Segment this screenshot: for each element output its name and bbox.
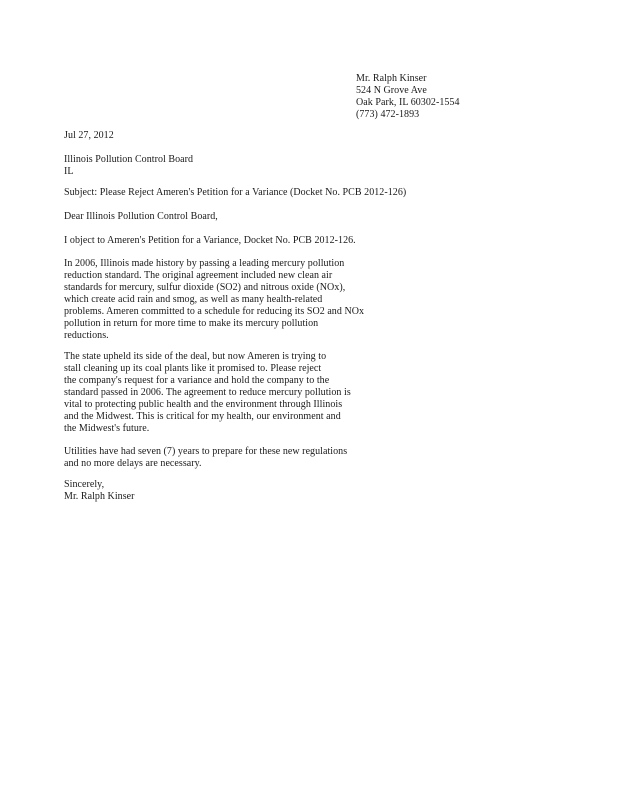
paragraph3-line: Utilities have had seven (7) years to prepare for these new regulations	[64, 446, 348, 457]
paragraph2-line: The state upheld its side of the deal, but now Ameren is trying to	[64, 351, 327, 362]
paragraph1-line: pollution in return for more time to make its mercury pollution	[64, 318, 319, 329]
letter-date: Jul 27, 2012	[64, 130, 114, 141]
objection-sentence: I object to Ameren's Petition for a Variance, Docket No. PCB 2012-126.	[64, 235, 356, 246]
paragraph1-line: standards for mercury, sulfur dioxide (SO2) and nitrous oxide (NOx),	[64, 282, 346, 293]
paragraph2-line: standard passed in 2006. The agreement to reduce mercury pollution is	[64, 387, 351, 398]
paragraph1-line: reduction standard. The original agreement included new clean air	[64, 270, 333, 281]
sender-city-state-zip: Oak Park, IL 60302-1554	[356, 97, 460, 108]
paragraph1-line: which create acid rain and smog, as well as many health-related	[64, 294, 323, 305]
sender-street: 524 N Grove Ave	[356, 85, 427, 96]
paragraph1-line: In 2006, Illinois made history by passing a leading mercury pollution	[64, 258, 345, 269]
recipient-state: IL	[64, 166, 74, 177]
paragraph2-line: stall cleaning up its coal plants like it promised to. Please reject	[64, 363, 322, 374]
paragraph3-line: and no more delays are necessary.	[64, 458, 202, 469]
valediction: Sincerely,	[64, 479, 105, 490]
salutation: Dear Illinois Pollution Control Board,	[64, 211, 218, 222]
paragraph2-line: and the Midwest. This is critical for my health, our environment and	[64, 411, 341, 422]
sender-name: Mr. Ralph Kinser	[356, 73, 427, 84]
sender-phone: (773) 472-1893	[356, 109, 420, 120]
signature-name: Mr. Ralph Kinser	[64, 491, 135, 502]
paragraph2-line: vital to protecting public health and the environment through Illinois	[64, 399, 343, 410]
paragraph2-line: the Midwest's future.	[64, 423, 150, 434]
subject-line: Subject: Please Reject Ameren's Petition for a Variance (Docket No. PCB 2012-126)	[64, 187, 407, 198]
paragraph1-line: reductions.	[64, 330, 109, 341]
paragraph2-line: the company's request for a variance and hold the company to the	[64, 375, 330, 386]
paragraph1-line: problems. Ameren committed to a schedule for reducing its SO2 and NOx	[64, 306, 365, 317]
recipient-org: Illinois Pollution Control Board	[64, 154, 194, 165]
